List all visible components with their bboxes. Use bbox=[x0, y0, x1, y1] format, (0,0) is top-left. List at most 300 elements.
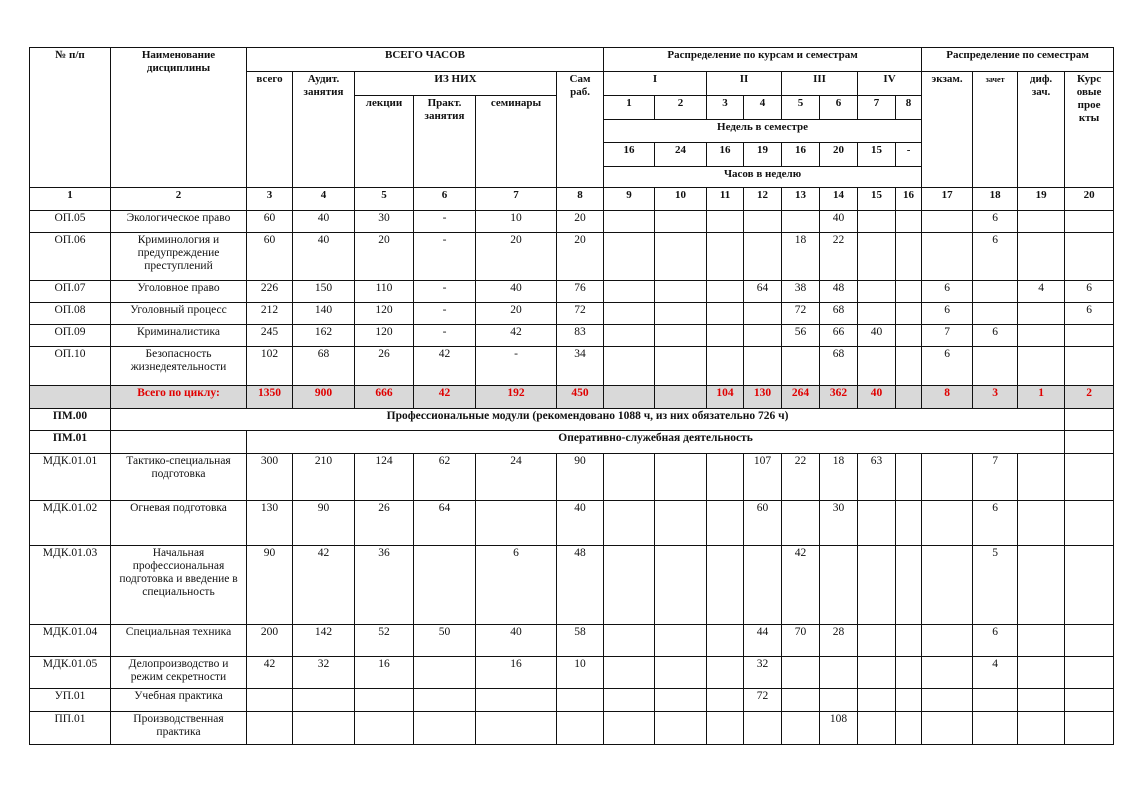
table-cell bbox=[896, 454, 922, 501]
table-cell: 72 bbox=[744, 689, 782, 712]
total-cell: 450 bbox=[557, 386, 604, 409]
table-cell: 40 bbox=[820, 211, 858, 233]
table-cell bbox=[655, 657, 707, 689]
table-cell: 30 bbox=[820, 501, 858, 546]
table-cell bbox=[922, 546, 973, 625]
table-cell bbox=[820, 546, 858, 625]
table-row bbox=[30, 689, 1114, 712]
table-cell bbox=[1018, 712, 1065, 745]
semester-header: 3 bbox=[707, 96, 744, 120]
table-cell bbox=[1018, 689, 1065, 712]
table-cell: 6 bbox=[973, 233, 1018, 281]
table-cell bbox=[293, 689, 355, 712]
table-cell bbox=[707, 454, 744, 501]
total-label: Всего по циклу: bbox=[111, 386, 247, 409]
table-cell bbox=[858, 211, 896, 233]
table-cell: - bbox=[414, 325, 476, 347]
table-cell bbox=[922, 657, 973, 689]
discipline-name: Экологическое право bbox=[111, 211, 247, 233]
column-number: 7 bbox=[476, 188, 557, 211]
total-cell: 362 bbox=[820, 386, 858, 409]
table-cell: 10 bbox=[557, 657, 604, 689]
table-cell bbox=[604, 712, 655, 745]
table-cell bbox=[973, 303, 1018, 325]
pm01-empty-2 bbox=[1065, 431, 1114, 454]
table-cell: 18 bbox=[820, 454, 858, 501]
table-cell bbox=[858, 689, 896, 712]
discipline-name: Уголовное право bbox=[111, 281, 247, 303]
row-code: ОП.10 bbox=[30, 347, 111, 386]
table-cell: 42 bbox=[293, 546, 355, 625]
table-cell bbox=[1018, 501, 1065, 546]
table-cell: 90 bbox=[247, 546, 293, 625]
table-cell bbox=[604, 233, 655, 281]
total-cell: 104 bbox=[707, 386, 744, 409]
course-2-header: II bbox=[707, 72, 782, 96]
table-cell bbox=[973, 712, 1018, 745]
table-cell: 52 bbox=[355, 625, 414, 657]
table-cell: 66 bbox=[820, 325, 858, 347]
table-body-total bbox=[30, 386, 1114, 454]
table-row bbox=[30, 325, 1114, 347]
column-number: 16 bbox=[896, 188, 922, 211]
table-cell: 68 bbox=[820, 347, 858, 386]
table-cell: 34 bbox=[557, 347, 604, 386]
table-cell: 63 bbox=[858, 454, 896, 501]
total-cell: 3 bbox=[973, 386, 1018, 409]
prakt-header: Практ. занятия bbox=[414, 96, 476, 188]
table-cell bbox=[355, 689, 414, 712]
row-code: МДК.01.02 bbox=[30, 501, 111, 546]
column-number: 19 bbox=[1018, 188, 1065, 211]
table-cell bbox=[1065, 625, 1114, 657]
row-code: ОП.06 bbox=[30, 233, 111, 281]
table-cell: 300 bbox=[247, 454, 293, 501]
table-cell bbox=[922, 625, 973, 657]
table-cell bbox=[896, 303, 922, 325]
table-cell bbox=[858, 625, 896, 657]
hours-per-week-label: Часов в неделю bbox=[604, 167, 922, 188]
table-cell bbox=[476, 712, 557, 745]
table-cell bbox=[896, 689, 922, 712]
total-cell: 130 bbox=[744, 386, 782, 409]
table-cell: 72 bbox=[782, 303, 820, 325]
table-cell bbox=[858, 347, 896, 386]
discipline-name: Тактико-специальная подготовка bbox=[111, 454, 247, 501]
table-cell bbox=[707, 689, 744, 712]
discipline-name: Делопроизводство и режим секретности bbox=[111, 657, 247, 689]
table-cell bbox=[655, 454, 707, 501]
pm00-empty bbox=[1065, 409, 1114, 431]
lekcii-header: лекции bbox=[355, 96, 414, 188]
table-cell bbox=[247, 712, 293, 745]
discipline-name: Безопасность жизнедеятельности bbox=[111, 347, 247, 386]
table-cell: 124 bbox=[355, 454, 414, 501]
table-cell bbox=[744, 303, 782, 325]
table-cell: 42 bbox=[247, 657, 293, 689]
table-cell bbox=[604, 281, 655, 303]
table-cell: 22 bbox=[782, 454, 820, 501]
discipline-name: Огневая подготовка bbox=[111, 501, 247, 546]
table-cell bbox=[604, 454, 655, 501]
table-cell bbox=[655, 546, 707, 625]
table-cell: 58 bbox=[557, 625, 604, 657]
table-cell bbox=[655, 712, 707, 745]
table-cell bbox=[858, 657, 896, 689]
table-cell bbox=[922, 454, 973, 501]
table-cell: 60 bbox=[247, 233, 293, 281]
table-cell: 245 bbox=[247, 325, 293, 347]
weeks-cell: 16 bbox=[782, 143, 820, 167]
table-cell: 200 bbox=[247, 625, 293, 657]
table-cell: 40 bbox=[293, 211, 355, 233]
table-cell bbox=[1018, 303, 1065, 325]
table-cell: 22 bbox=[820, 233, 858, 281]
table-cell: 6 bbox=[973, 501, 1018, 546]
table-cell bbox=[896, 233, 922, 281]
semester-header: 7 bbox=[858, 96, 896, 120]
row-code: ОП.09 bbox=[30, 325, 111, 347]
seminary-header: семинары bbox=[476, 96, 557, 188]
table-cell: 38 bbox=[782, 281, 820, 303]
table-cell: 42 bbox=[782, 546, 820, 625]
kursovye-header: Курс овые прое кты bbox=[1065, 72, 1114, 188]
table-cell: 50 bbox=[414, 625, 476, 657]
total-row bbox=[30, 386, 1114, 409]
table-cell bbox=[414, 657, 476, 689]
table-cell: 210 bbox=[293, 454, 355, 501]
table-cell: 76 bbox=[557, 281, 604, 303]
table-cell: 70 bbox=[782, 625, 820, 657]
table-cell bbox=[1018, 211, 1065, 233]
table-cell: 130 bbox=[247, 501, 293, 546]
curriculum-table bbox=[29, 47, 1114, 745]
table-cell bbox=[896, 211, 922, 233]
course-distribution-header: Распределение по курсам и семестрам bbox=[604, 48, 922, 72]
course-3-header: III bbox=[782, 72, 858, 96]
table-cell: 62 bbox=[414, 454, 476, 501]
pm00-row bbox=[30, 409, 1114, 431]
table-cell: 162 bbox=[293, 325, 355, 347]
table-cell bbox=[782, 689, 820, 712]
pm01-code: ПМ.01 bbox=[30, 431, 111, 454]
table-cell: 120 bbox=[355, 303, 414, 325]
table-cell bbox=[707, 501, 744, 546]
table-cell bbox=[655, 303, 707, 325]
table-cell: 226 bbox=[247, 281, 293, 303]
dif-zach-header: диф. зач. bbox=[1018, 72, 1065, 188]
total-cell: 900 bbox=[293, 386, 355, 409]
pm01-title: Оперативно-служебная деятельность bbox=[247, 431, 1065, 454]
discipline-name: Уголовный процесс bbox=[111, 303, 247, 325]
table-cell bbox=[604, 303, 655, 325]
weeks-cell: 15 bbox=[858, 143, 896, 167]
column-number: 10 bbox=[655, 188, 707, 211]
total-cell bbox=[30, 386, 111, 409]
course-1-header: I bbox=[604, 72, 707, 96]
table-cell: 24 bbox=[476, 454, 557, 501]
semester-header: 8 bbox=[896, 96, 922, 120]
table-cell: 6 bbox=[1065, 281, 1114, 303]
table-cell bbox=[1018, 454, 1065, 501]
table-cell: 140 bbox=[293, 303, 355, 325]
row-code: ОП.07 bbox=[30, 281, 111, 303]
row-code: ПП.01 bbox=[30, 712, 111, 745]
weeks-cell: 19 bbox=[744, 143, 782, 167]
table-cell: 7 bbox=[973, 454, 1018, 501]
table-cell bbox=[655, 625, 707, 657]
discipline-name: Специальная техника bbox=[111, 625, 247, 657]
table-cell bbox=[655, 211, 707, 233]
pm01-row bbox=[30, 431, 1114, 454]
table-cell bbox=[707, 325, 744, 347]
table-cell: 142 bbox=[293, 625, 355, 657]
col-num-header: № п/п bbox=[30, 48, 111, 188]
table-cell bbox=[1018, 347, 1065, 386]
table-cell bbox=[707, 281, 744, 303]
table-cell bbox=[655, 689, 707, 712]
sam-header: Сам раб. bbox=[557, 72, 604, 188]
table-cell bbox=[744, 712, 782, 745]
table-cell: 40 bbox=[476, 281, 557, 303]
table-cell bbox=[1065, 689, 1114, 712]
discipline-name: Начальная профессиональная подготовка и введение в специальность bbox=[111, 546, 247, 625]
table-cell: 68 bbox=[293, 347, 355, 386]
total-cell: 666 bbox=[355, 386, 414, 409]
column-number: 15 bbox=[858, 188, 896, 211]
column-number: 18 bbox=[973, 188, 1018, 211]
table-cell: 30 bbox=[355, 211, 414, 233]
table-cell bbox=[247, 689, 293, 712]
total-cell: 2 bbox=[1065, 386, 1114, 409]
table-cell: 10 bbox=[476, 211, 557, 233]
table-cell: 6 bbox=[922, 281, 973, 303]
audit-header: Аудит. занятия bbox=[293, 72, 355, 188]
table-cell: 110 bbox=[355, 281, 414, 303]
table-cell: - bbox=[414, 303, 476, 325]
table-cell bbox=[896, 546, 922, 625]
column-number: 8 bbox=[557, 188, 604, 211]
total-cell: 1350 bbox=[247, 386, 293, 409]
table-cell bbox=[1018, 657, 1065, 689]
table-cell bbox=[1018, 325, 1065, 347]
column-number: 9 bbox=[604, 188, 655, 211]
weeks-cell: 20 bbox=[820, 143, 858, 167]
table-cell bbox=[858, 712, 896, 745]
table-cell bbox=[707, 211, 744, 233]
weeks-cell: 16 bbox=[707, 143, 744, 167]
table-cell bbox=[782, 712, 820, 745]
table-cell bbox=[896, 347, 922, 386]
table-cell: 7 bbox=[922, 325, 973, 347]
table-cell bbox=[604, 625, 655, 657]
table-cell: 6 bbox=[922, 303, 973, 325]
table-cell: 108 bbox=[820, 712, 858, 745]
table-cell bbox=[1065, 501, 1114, 546]
total-cell bbox=[655, 386, 707, 409]
table-cell bbox=[896, 657, 922, 689]
row-code: ОП.05 bbox=[30, 211, 111, 233]
table-cell bbox=[604, 211, 655, 233]
column-numbers-row bbox=[30, 188, 1114, 211]
table-cell: 16 bbox=[355, 657, 414, 689]
table-cell: 32 bbox=[293, 657, 355, 689]
table-cell: 56 bbox=[782, 325, 820, 347]
table-cell bbox=[973, 347, 1018, 386]
column-number: 5 bbox=[355, 188, 414, 211]
semester-distribution-header: Распределение по семестрам bbox=[922, 48, 1114, 72]
table-cell bbox=[414, 712, 476, 745]
pm01-empty bbox=[111, 431, 247, 454]
table-cell: 107 bbox=[744, 454, 782, 501]
table-cell: 48 bbox=[557, 546, 604, 625]
table-cell bbox=[414, 689, 476, 712]
table-row bbox=[30, 712, 1114, 745]
row-code: МДК.01.04 bbox=[30, 625, 111, 657]
semester-header: 6 bbox=[820, 96, 858, 120]
table-cell: 36 bbox=[355, 546, 414, 625]
semester-header: 2 bbox=[655, 96, 707, 120]
table-cell bbox=[655, 347, 707, 386]
table-cell bbox=[557, 712, 604, 745]
table-cell: 60 bbox=[247, 211, 293, 233]
table-cell bbox=[707, 712, 744, 745]
table-cell: 150 bbox=[293, 281, 355, 303]
table-cell: 26 bbox=[355, 347, 414, 386]
total-cell bbox=[604, 386, 655, 409]
table-row bbox=[30, 657, 1114, 689]
column-number: 6 bbox=[414, 188, 476, 211]
total-cell: 1 bbox=[1018, 386, 1065, 409]
table-cell: - bbox=[414, 211, 476, 233]
weeks-label: Недель в семестре bbox=[604, 120, 922, 143]
row-code: МДК.01.03 bbox=[30, 546, 111, 625]
table-cell bbox=[707, 303, 744, 325]
table-cell bbox=[604, 325, 655, 347]
column-number: 3 bbox=[247, 188, 293, 211]
table-cell bbox=[1065, 454, 1114, 501]
table-cell: 40 bbox=[476, 625, 557, 657]
total-hours-header: ВСЕГО ЧАСОВ bbox=[247, 48, 604, 72]
table-cell: 44 bbox=[744, 625, 782, 657]
table-cell bbox=[655, 281, 707, 303]
table-cell bbox=[1065, 233, 1114, 281]
table-cell: 6 bbox=[973, 325, 1018, 347]
table-cell bbox=[1065, 712, 1114, 745]
table-cell bbox=[707, 625, 744, 657]
table-cell bbox=[604, 546, 655, 625]
table-cell bbox=[782, 501, 820, 546]
table-cell: - bbox=[476, 347, 557, 386]
table-cell bbox=[858, 233, 896, 281]
table-row bbox=[30, 281, 1114, 303]
table-cell bbox=[896, 325, 922, 347]
table-cell bbox=[1018, 233, 1065, 281]
column-number: 11 bbox=[707, 188, 744, 211]
table-cell bbox=[858, 303, 896, 325]
table-cell bbox=[858, 546, 896, 625]
table-cell bbox=[604, 689, 655, 712]
table-cell: 42 bbox=[476, 325, 557, 347]
table-cell bbox=[744, 546, 782, 625]
pm00-title: Профессиональные модули (рекомендовано 1088 ч, из них обязательно 726 ч) bbox=[111, 409, 1065, 431]
table-row bbox=[30, 347, 1114, 386]
table-cell: 90 bbox=[557, 454, 604, 501]
table-cell: 20 bbox=[557, 233, 604, 281]
weeks-cell: - bbox=[896, 143, 922, 167]
zachet-header: зачет bbox=[973, 72, 1018, 188]
iz-nih-header: ИЗ НИХ bbox=[355, 72, 557, 96]
table-cell bbox=[782, 347, 820, 386]
row-code: УП.01 bbox=[30, 689, 111, 712]
semester-header: 4 bbox=[744, 96, 782, 120]
row-code: МДК.01.05 bbox=[30, 657, 111, 689]
table-cell bbox=[1065, 211, 1114, 233]
table-header bbox=[30, 48, 1114, 211]
column-number: 1 bbox=[30, 188, 111, 211]
table-cell bbox=[476, 689, 557, 712]
table-cell bbox=[820, 657, 858, 689]
table-cell bbox=[707, 233, 744, 281]
table-cell: - bbox=[414, 281, 476, 303]
table-cell: 32 bbox=[744, 657, 782, 689]
weeks-cell: 24 bbox=[655, 143, 707, 167]
table-cell: 20 bbox=[557, 211, 604, 233]
weeks-cell: 16 bbox=[604, 143, 655, 167]
table-row bbox=[30, 233, 1114, 281]
total-cell bbox=[896, 386, 922, 409]
table-cell: 16 bbox=[476, 657, 557, 689]
table-cell: 64 bbox=[414, 501, 476, 546]
total-cell: 8 bbox=[922, 386, 973, 409]
table-cell bbox=[782, 211, 820, 233]
table-cell bbox=[858, 281, 896, 303]
row-code: ОП.08 bbox=[30, 303, 111, 325]
table-row bbox=[30, 546, 1114, 625]
column-number: 2 bbox=[111, 188, 247, 211]
table-row bbox=[30, 501, 1114, 546]
discipline-name: Криминалистика bbox=[111, 325, 247, 347]
table-cell bbox=[922, 501, 973, 546]
column-number: 13 bbox=[782, 188, 820, 211]
table-cell: 5 bbox=[973, 546, 1018, 625]
table-body-b bbox=[30, 454, 1114, 745]
pm00-code: ПМ.00 bbox=[30, 409, 111, 431]
table-cell bbox=[707, 347, 744, 386]
column-number: 17 bbox=[922, 188, 973, 211]
table-cell: 48 bbox=[820, 281, 858, 303]
total-cell: 42 bbox=[414, 386, 476, 409]
table-cell bbox=[896, 712, 922, 745]
table-cell bbox=[896, 501, 922, 546]
table-cell: 68 bbox=[820, 303, 858, 325]
discipline-name: Производственная практика bbox=[111, 712, 247, 745]
table-cell: 20 bbox=[355, 233, 414, 281]
total-cell: 40 bbox=[858, 386, 896, 409]
table-cell bbox=[1065, 546, 1114, 625]
course-4-header: IV bbox=[858, 72, 922, 96]
table-cell bbox=[1065, 325, 1114, 347]
table-cell bbox=[655, 501, 707, 546]
table-cell: 212 bbox=[247, 303, 293, 325]
table-cell bbox=[1018, 546, 1065, 625]
table-cell bbox=[1065, 657, 1114, 689]
table-cell bbox=[973, 689, 1018, 712]
table-cell: 40 bbox=[858, 325, 896, 347]
table-body-a bbox=[30, 211, 1114, 386]
table-cell bbox=[1018, 625, 1065, 657]
table-cell: 60 bbox=[744, 501, 782, 546]
